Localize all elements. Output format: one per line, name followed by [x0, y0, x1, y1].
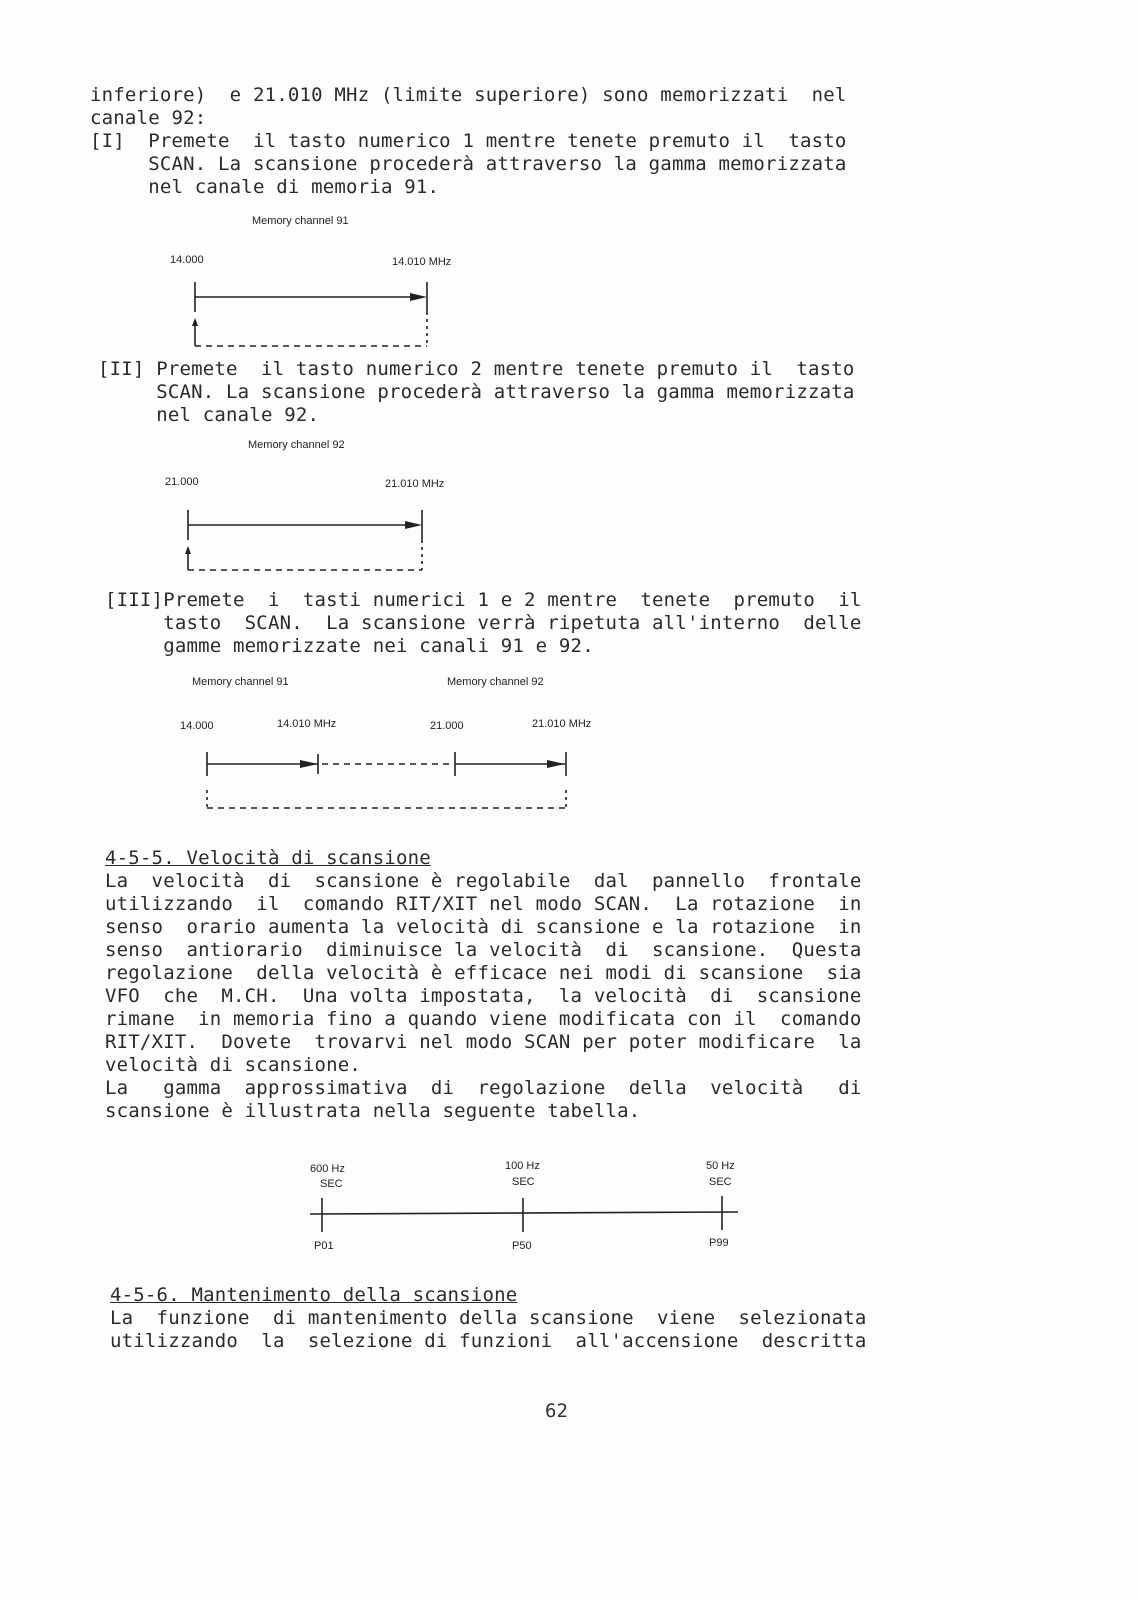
diagram1-start-label: 14.000: [170, 254, 204, 266]
body-line: tasto SCAN. La scansione verrà ripetuta all'interno delle: [105, 612, 862, 634]
diagram2-start-label: 21.000: [165, 476, 199, 488]
body-line: utilizzando la selezione di funzioni all'accensione descritta: [110, 1330, 867, 1352]
body-line: [II] Premete il tasto numerico 2 mentre tenete premuto il tasto: [98, 358, 855, 380]
diagram2-end-label: 21.010 MHz: [385, 478, 445, 490]
body-line: senso orario aumenta la velocità di scansione e la rotazione in: [105, 916, 862, 938]
diagram3-title-b: Memory channel 92: [447, 676, 544, 688]
diagram3-label-b-start: 21.000: [430, 720, 464, 732]
speed-point-3-unit: SEC: [709, 1176, 732, 1188]
speed-point-2-unit: SEC: [512, 1176, 535, 1188]
body-line: senso antiorario diminuisce la velocità di scansione. Questa: [105, 939, 862, 961]
speed-point-1-bottom: P01: [314, 1240, 334, 1252]
diagram1-title: Memory channel 91: [252, 215, 349, 227]
speed-point-1-top: 600 Hz: [310, 1163, 345, 1175]
body-line: canale 92:: [90, 107, 207, 129]
body-line: nel canale 92.: [98, 404, 320, 426]
diagram3-label-b-end: 21.010 MHz: [532, 718, 592, 730]
body-line: gamme memorizzate nei canali 91 e 92.: [105, 635, 594, 657]
diagram2-title: Memory channel 92: [248, 439, 345, 451]
speed-point-1-unit: SEC: [320, 1178, 343, 1190]
body-line: velocità di scansione.: [105, 1054, 362, 1076]
speed-point-3-bottom: P99: [709, 1237, 729, 1249]
speed-point-2-top: 100 Hz: [505, 1160, 540, 1172]
diagram3-title-a: Memory channel 91: [192, 676, 289, 688]
diagram3-label-a-end: 14.010 MHz: [277, 718, 337, 730]
body-line: RIT/XIT. Dovete trovarvi nel modo SCAN per poter modificare la: [105, 1031, 862, 1053]
body-line: SCAN. La scansione procederà attraverso la gamma memorizzata: [98, 381, 855, 403]
body-line: SCAN. La scansione procederà attraverso la gamma memorizzata: [90, 153, 847, 175]
body-line: La gamma approssimativa di regolazione della velocità di: [105, 1077, 862, 1099]
body-line: VFO che M.CH. Una volta impostata, la velocità di scansione: [105, 985, 862, 1007]
body-line: scansione è illustrata nella seguente tabella.: [105, 1100, 641, 1122]
speed-point-2-bottom: P50: [512, 1240, 532, 1252]
section-heading-455: 4-5-5. Velocità di scansione: [105, 847, 431, 869]
diagram3-label-a-start: 14.000: [180, 720, 214, 732]
speed-point-3-top: 50 Hz: [706, 1160, 735, 1172]
body-line: [I] Premete il tasto numerico 1 mentre tenete premuto il tasto: [90, 130, 847, 152]
body-line: utilizzando il comando RIT/XIT nel modo SCAN. La rotazione in: [105, 893, 862, 915]
body-line: rimane in memoria fino a quando viene modificata con il comando: [105, 1008, 862, 1030]
body-line: nel canale di memoria 91.: [90, 176, 440, 198]
body-line: inferiore) e 21.010 MHz (limite superiore) sono memorizzati nel: [90, 84, 847, 106]
diagram1-end-label: 14.010 MHz: [392, 256, 452, 268]
page-number: 62: [545, 1400, 568, 1422]
section-heading-456: 4-5-6. Mantenimento della scansione: [110, 1284, 518, 1306]
body-line: regolazione della velocità è efficace nei modi di scansione sia: [105, 962, 862, 984]
body-line: La funzione di mantenimento della scansione viene selezionata: [110, 1307, 867, 1329]
body-line: [III]Premete i tasti numerici 1 e 2 mentre tenete premuto il: [105, 589, 862, 611]
body-line: La velocità di scansione è regolabile dal pannello frontale: [105, 870, 862, 892]
